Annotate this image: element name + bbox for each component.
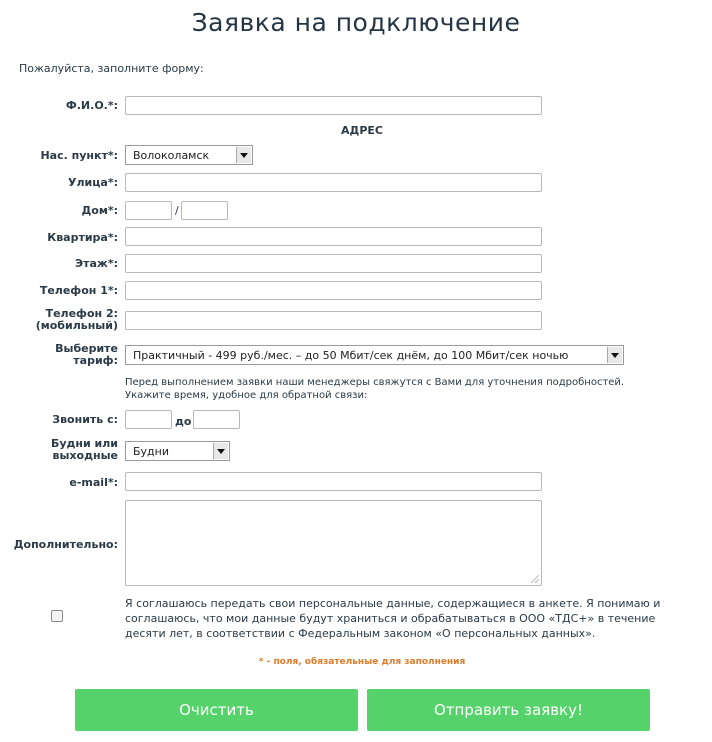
email-input[interactable]: [125, 472, 542, 491]
tariff-label-line1: Выберите: [55, 342, 118, 355]
phone1-label: Телефон 1*:: [39, 284, 118, 297]
consent-checkbox[interactable]: [51, 610, 63, 622]
email-label: e-mail*:: [69, 476, 118, 489]
apartment-input[interactable]: [125, 227, 542, 246]
call-to-input[interactable]: [193, 410, 240, 429]
clear-button[interactable]: Очистить: [75, 689, 358, 731]
phone2-label-line2: (мобильный): [35, 319, 118, 332]
tariff-label: [8, 343, 118, 367]
callback-note-line2: Укажите время, удобное для обратной связи:: [125, 390, 368, 401]
address-section-heading: АДРЕС: [341, 124, 383, 137]
call-from-label: Звонить с:: [52, 413, 118, 426]
tariff-select-value: Практичный - 499 руб./мес. – до 50 Мбит/сек днём, до 100 Мбит/сек ночью: [133, 349, 569, 362]
tariff-label-line2: тариф:: [73, 354, 118, 367]
call-to-label: до: [175, 415, 192, 428]
street-label: Улица*:: [68, 176, 118, 189]
house-label: Дом*:: [81, 204, 118, 217]
phone2-label: [8, 308, 118, 332]
submit-button[interactable]: Отправить заявку!: [367, 689, 650, 731]
page-title: Заявка на подключение: [191, 8, 521, 37]
fio-input[interactable]: [125, 96, 542, 115]
form-intro: Пожалуйста, заполните форму:: [19, 62, 204, 75]
chevron-down-icon: [213, 443, 228, 459]
fio-label: Ф.И.О.*:: [65, 99, 118, 112]
city-label: Нас. пункт*:: [40, 149, 118, 162]
callback-note: [125, 376, 624, 402]
city-select[interactable]: [125, 145, 253, 165]
phone2-input[interactable]: [125, 311, 542, 330]
apartment-label: Квартира*:: [47, 231, 118, 244]
days-select[interactable]: [125, 441, 230, 461]
required-fields-note: * - поля, обязательные для заполнения: [258, 657, 466, 667]
consent-text: Я соглашаюсь передать свои персональные данные, содержащиеся в анкете. Я понимаю и соглашаюсь, что мои данные будут храниться и обрабатываться в ООО «ТДС+» в течение десяти лет, в соответствии с Федеральным законом «О персональных данных».: [125, 597, 661, 640]
extra-textarea[interactable]: [125, 500, 542, 586]
resize-handle-icon[interactable]: [531, 575, 539, 583]
house-separator: /: [175, 204, 179, 217]
days-label-line1: Будни или: [50, 437, 118, 450]
floor-input[interactable]: [125, 254, 542, 273]
days-label-line2: выходные: [52, 449, 118, 462]
house-number-input[interactable]: [125, 201, 172, 220]
chevron-down-icon: [607, 347, 622, 363]
phone1-input[interactable]: [125, 281, 542, 300]
phone2-label-line1: Телефон 2:: [45, 307, 118, 320]
extra-label: Дополнительно:: [13, 538, 118, 551]
tariff-select[interactable]: [125, 345, 624, 365]
call-from-input[interactable]: [125, 410, 172, 429]
street-input[interactable]: [125, 173, 542, 192]
callback-note-line1: Перед выполнением заявки наши менеджеры свяжутся с Вами для уточнения подробностей.: [125, 377, 625, 388]
city-select-value: Волоколамск: [133, 149, 210, 162]
days-select-value: Будни: [133, 445, 170, 458]
days-label: [8, 438, 118, 462]
floor-label: Этаж*:: [75, 257, 118, 270]
chevron-down-icon: [236, 147, 251, 163]
house-building-input[interactable]: [181, 201, 228, 220]
